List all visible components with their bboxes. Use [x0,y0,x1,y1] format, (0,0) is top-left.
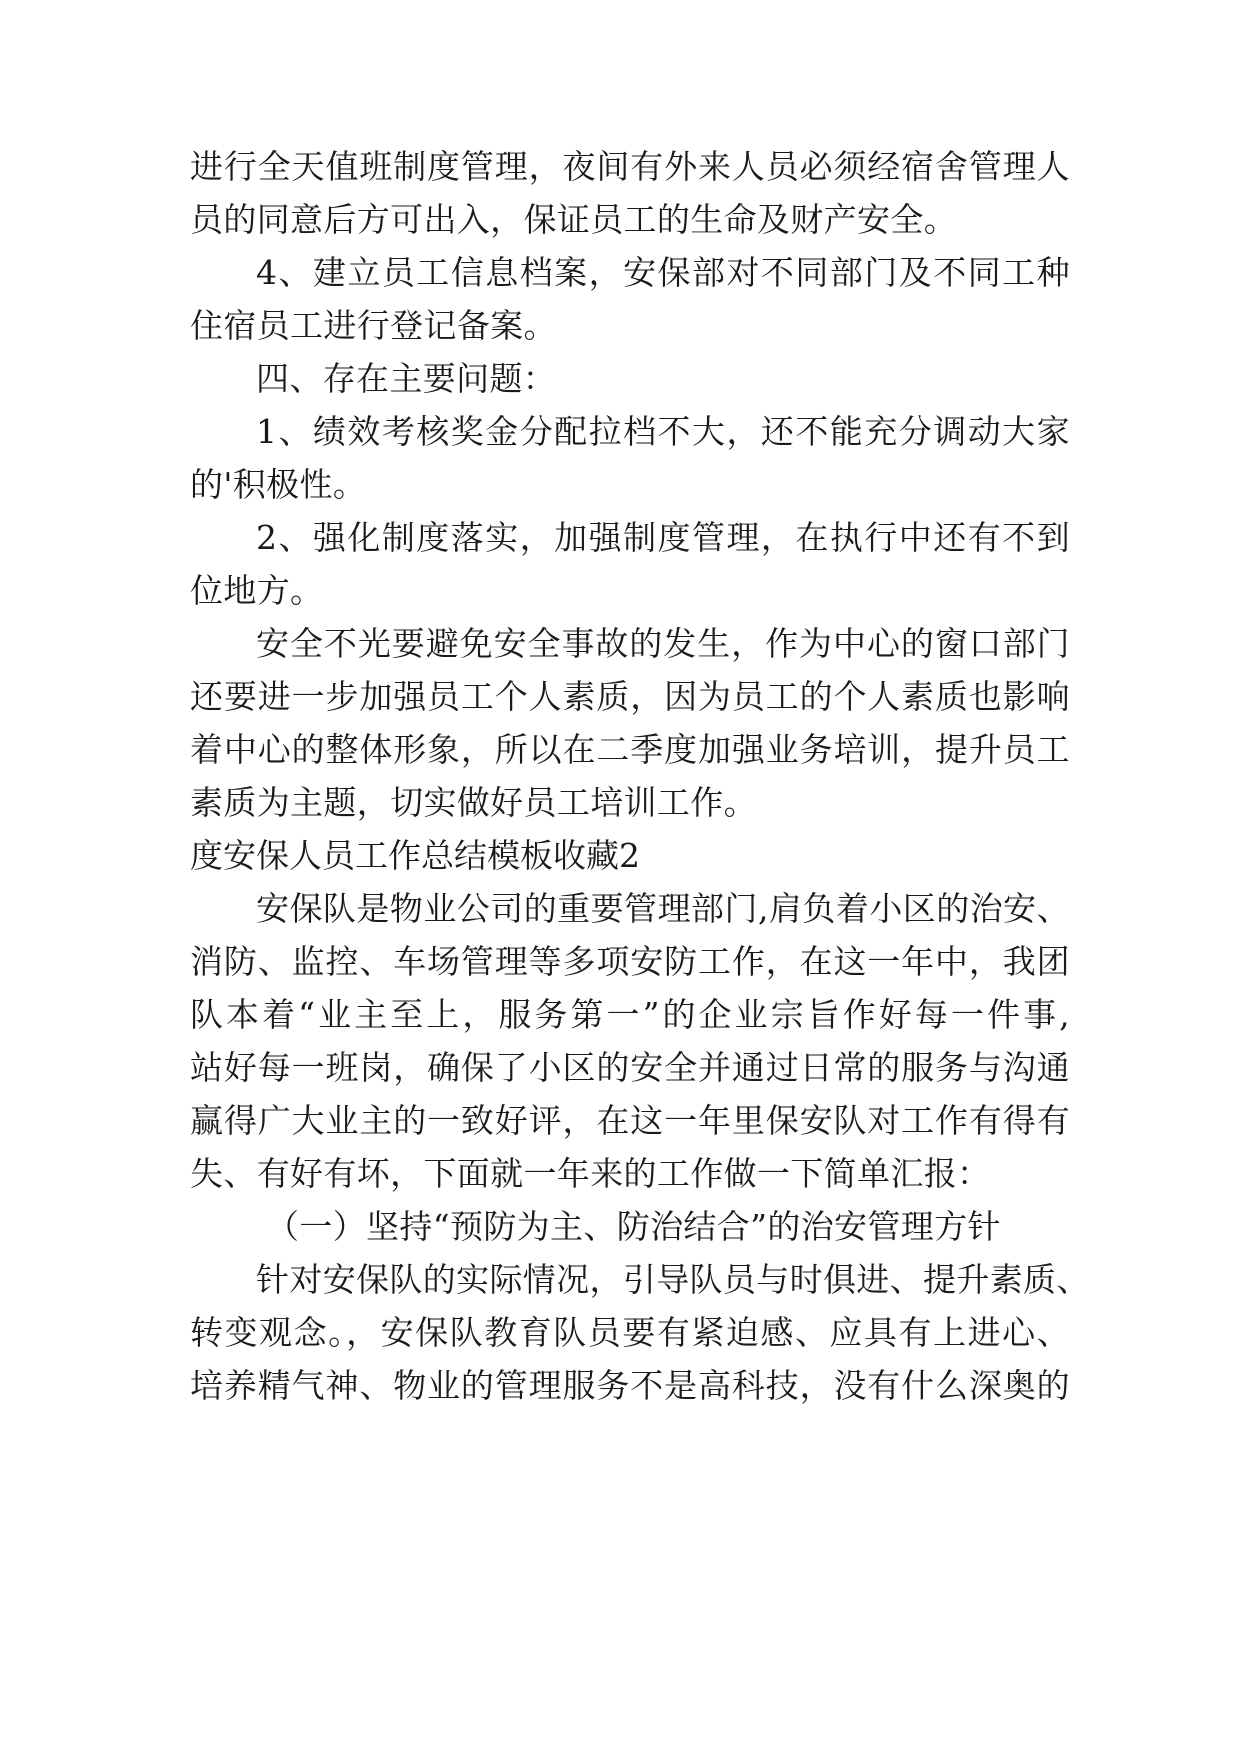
section-heading: （一）坚持“预防为主、防治结合”的治安管理方针 [266,1207,1001,1246]
paragraph-line: 住宿员工进行登记备案。 [190,306,557,345]
paragraph-line: 2、强化制度落实，加强制度管理，在执行中还有不到 [256,518,1070,557]
paragraph-line: 队本着“业主至上，服务第一”的企业宗旨作好每一件事, [190,995,1070,1034]
paragraph-line: 还要进一步加强员工个人素质，因为员工的个人素质也影响 [190,677,1070,716]
paragraph-line: 员的同意后方可出入，保证员工的生命及财产安全。 [190,200,958,239]
paragraph-line: 进行全天值班制度管理，夜间有外来人员必须经宿舍管理人 [190,147,1070,186]
document-title: 度安保人员工作总结模板收藏2 [190,836,640,875]
paragraph-line: 转变观念。，安保队教育队员要有紧迫感、应具有上进心、 [190,1313,1070,1352]
paragraph-line: 1、绩效考核奖金分配拉档不大，还不能充分调动大家 [256,412,1070,451]
paragraph-line: 着中心的整体形象，所以在二季度加强业务培训，提升员工 [190,730,1070,769]
paragraph-line: 站好每一班岗，确保了小区的安全并通过日常的服务与沟通 [190,1048,1070,1087]
paragraph-line: 安保队是物业公司的重要管理部门,肩负着小区的治安、 [256,889,1070,928]
paragraph-line: 素质为主题，切实做好员工培训工作。 [190,783,757,822]
paragraph-line: 消防、监控、车场管理等多项安防工作，在这一年中，我团 [190,942,1070,981]
paragraph-line: 安全不光要避免安全事故的发生，作为中心的窗口部门 [256,624,1070,663]
paragraph-line: 针对安保队的实际情况，引导队员与时俱进、提升素质、 [256,1260,1090,1299]
paragraph-line: 培养精气神、物业的管理服务不是高科技，没有什么深奥的 [190,1366,1070,1405]
paragraph-line: 位地方。 [190,571,324,610]
section-heading: 四、存在主要问题： [256,359,557,398]
paragraph-line: 失、有好有坏，下面就一年来的工作做一下简单汇报： [190,1154,991,1193]
paragraph-line: 赢得广大业主的一致好评，在这一年里保安队对工作有得有 [190,1101,1070,1140]
paragraph-line: 的'积极性。 [190,465,367,504]
paragraph-line: 4、建立员工信息档案，安保部对不同部门及不同工种 [256,253,1070,292]
